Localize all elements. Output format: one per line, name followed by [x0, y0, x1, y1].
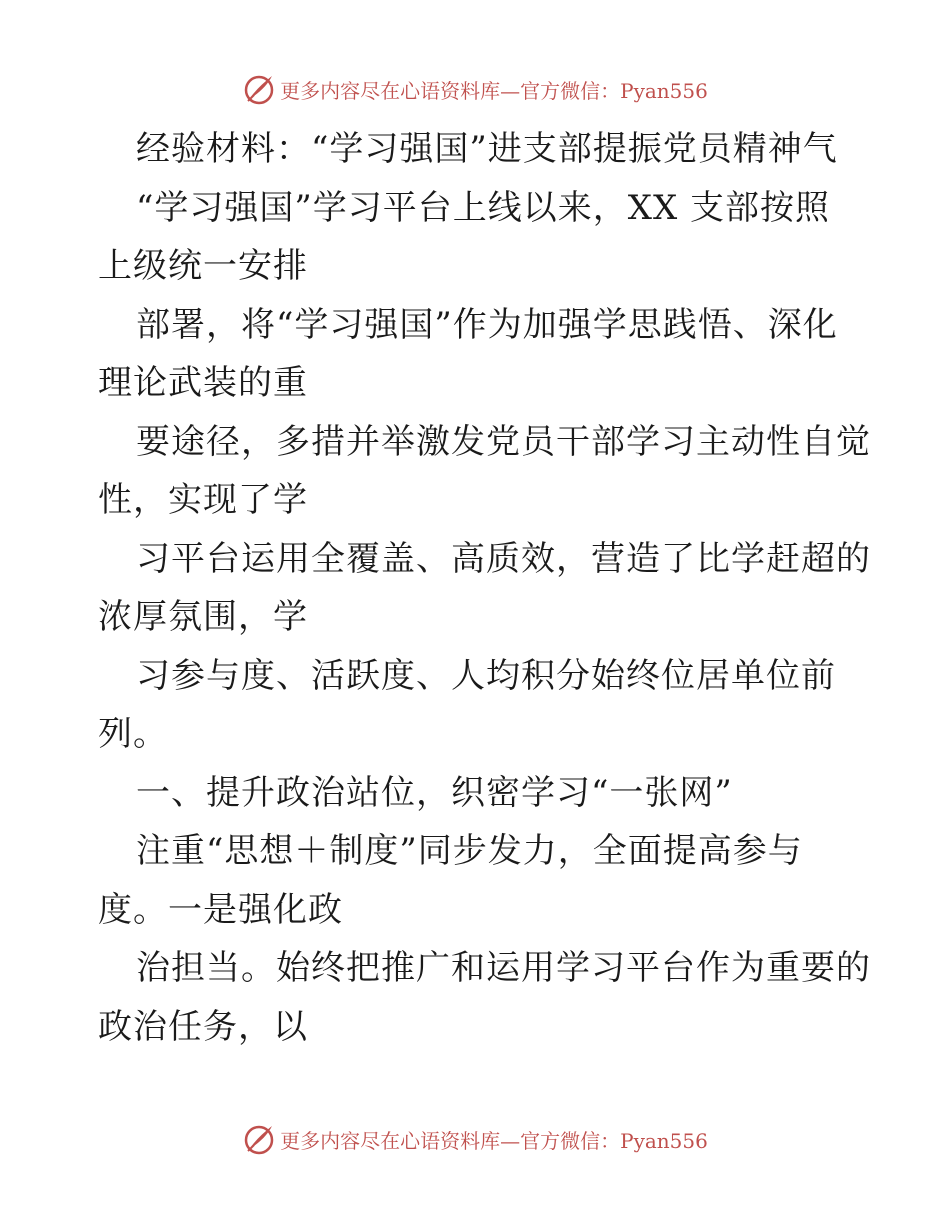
paragraph-line: 性，实现了学	[98, 480, 308, 520]
watermark-text: 更多内容尽在心语资料库—官方微信：Pyan556	[280, 1128, 708, 1153]
paragraph-line: 注重“思想＋制度”同步发力，全面提高参与	[136, 831, 803, 871]
paragraph-line: 政治任务，以	[98, 1006, 308, 1047]
paragraph-line: 浓厚氛围，学	[98, 597, 308, 637]
paragraph-line: 列。	[98, 714, 168, 754]
doc-title: 经验材料：“学习强国”进支部提振党员精神气	[136, 129, 838, 169]
paragraph-line: 治担当。始终把推广和运用学习平台作为重要的	[136, 948, 871, 988]
footer-watermark	[0, 1122, 950, 1156]
watermark-text: 更多内容尽在心语资料库—官方微信：Pyan556	[280, 78, 708, 103]
section-heading: 一、提升政治站位，织密学习“一张网”	[136, 772, 733, 813]
document-body	[98, 120, 871, 1056]
quill-logo-icon	[242, 1122, 276, 1156]
paragraph-line: 部署，将“学习强国”作为加强学思践悟、深化	[136, 304, 838, 345]
paragraph-line: 度。一是强化政	[98, 889, 343, 930]
paragraph-line: “学习强国”学习平台上线以来，XX 支部按照	[136, 187, 830, 228]
paragraph-line: 理论武装的重	[98, 363, 308, 403]
paragraph-line: 要途径，多措并举激发党员干部学习主动性自觉	[136, 421, 871, 462]
paragraph-line: 上级统一安排	[98, 246, 308, 286]
quill-logo-icon	[242, 72, 276, 106]
paragraph-line: 习平台运用全覆盖、高质效，营造了比学赶超的	[136, 538, 871, 579]
header-watermark	[0, 72, 950, 106]
paragraph-line: 习参与度、活跃度、人均积分始终位居单位前	[136, 655, 836, 696]
